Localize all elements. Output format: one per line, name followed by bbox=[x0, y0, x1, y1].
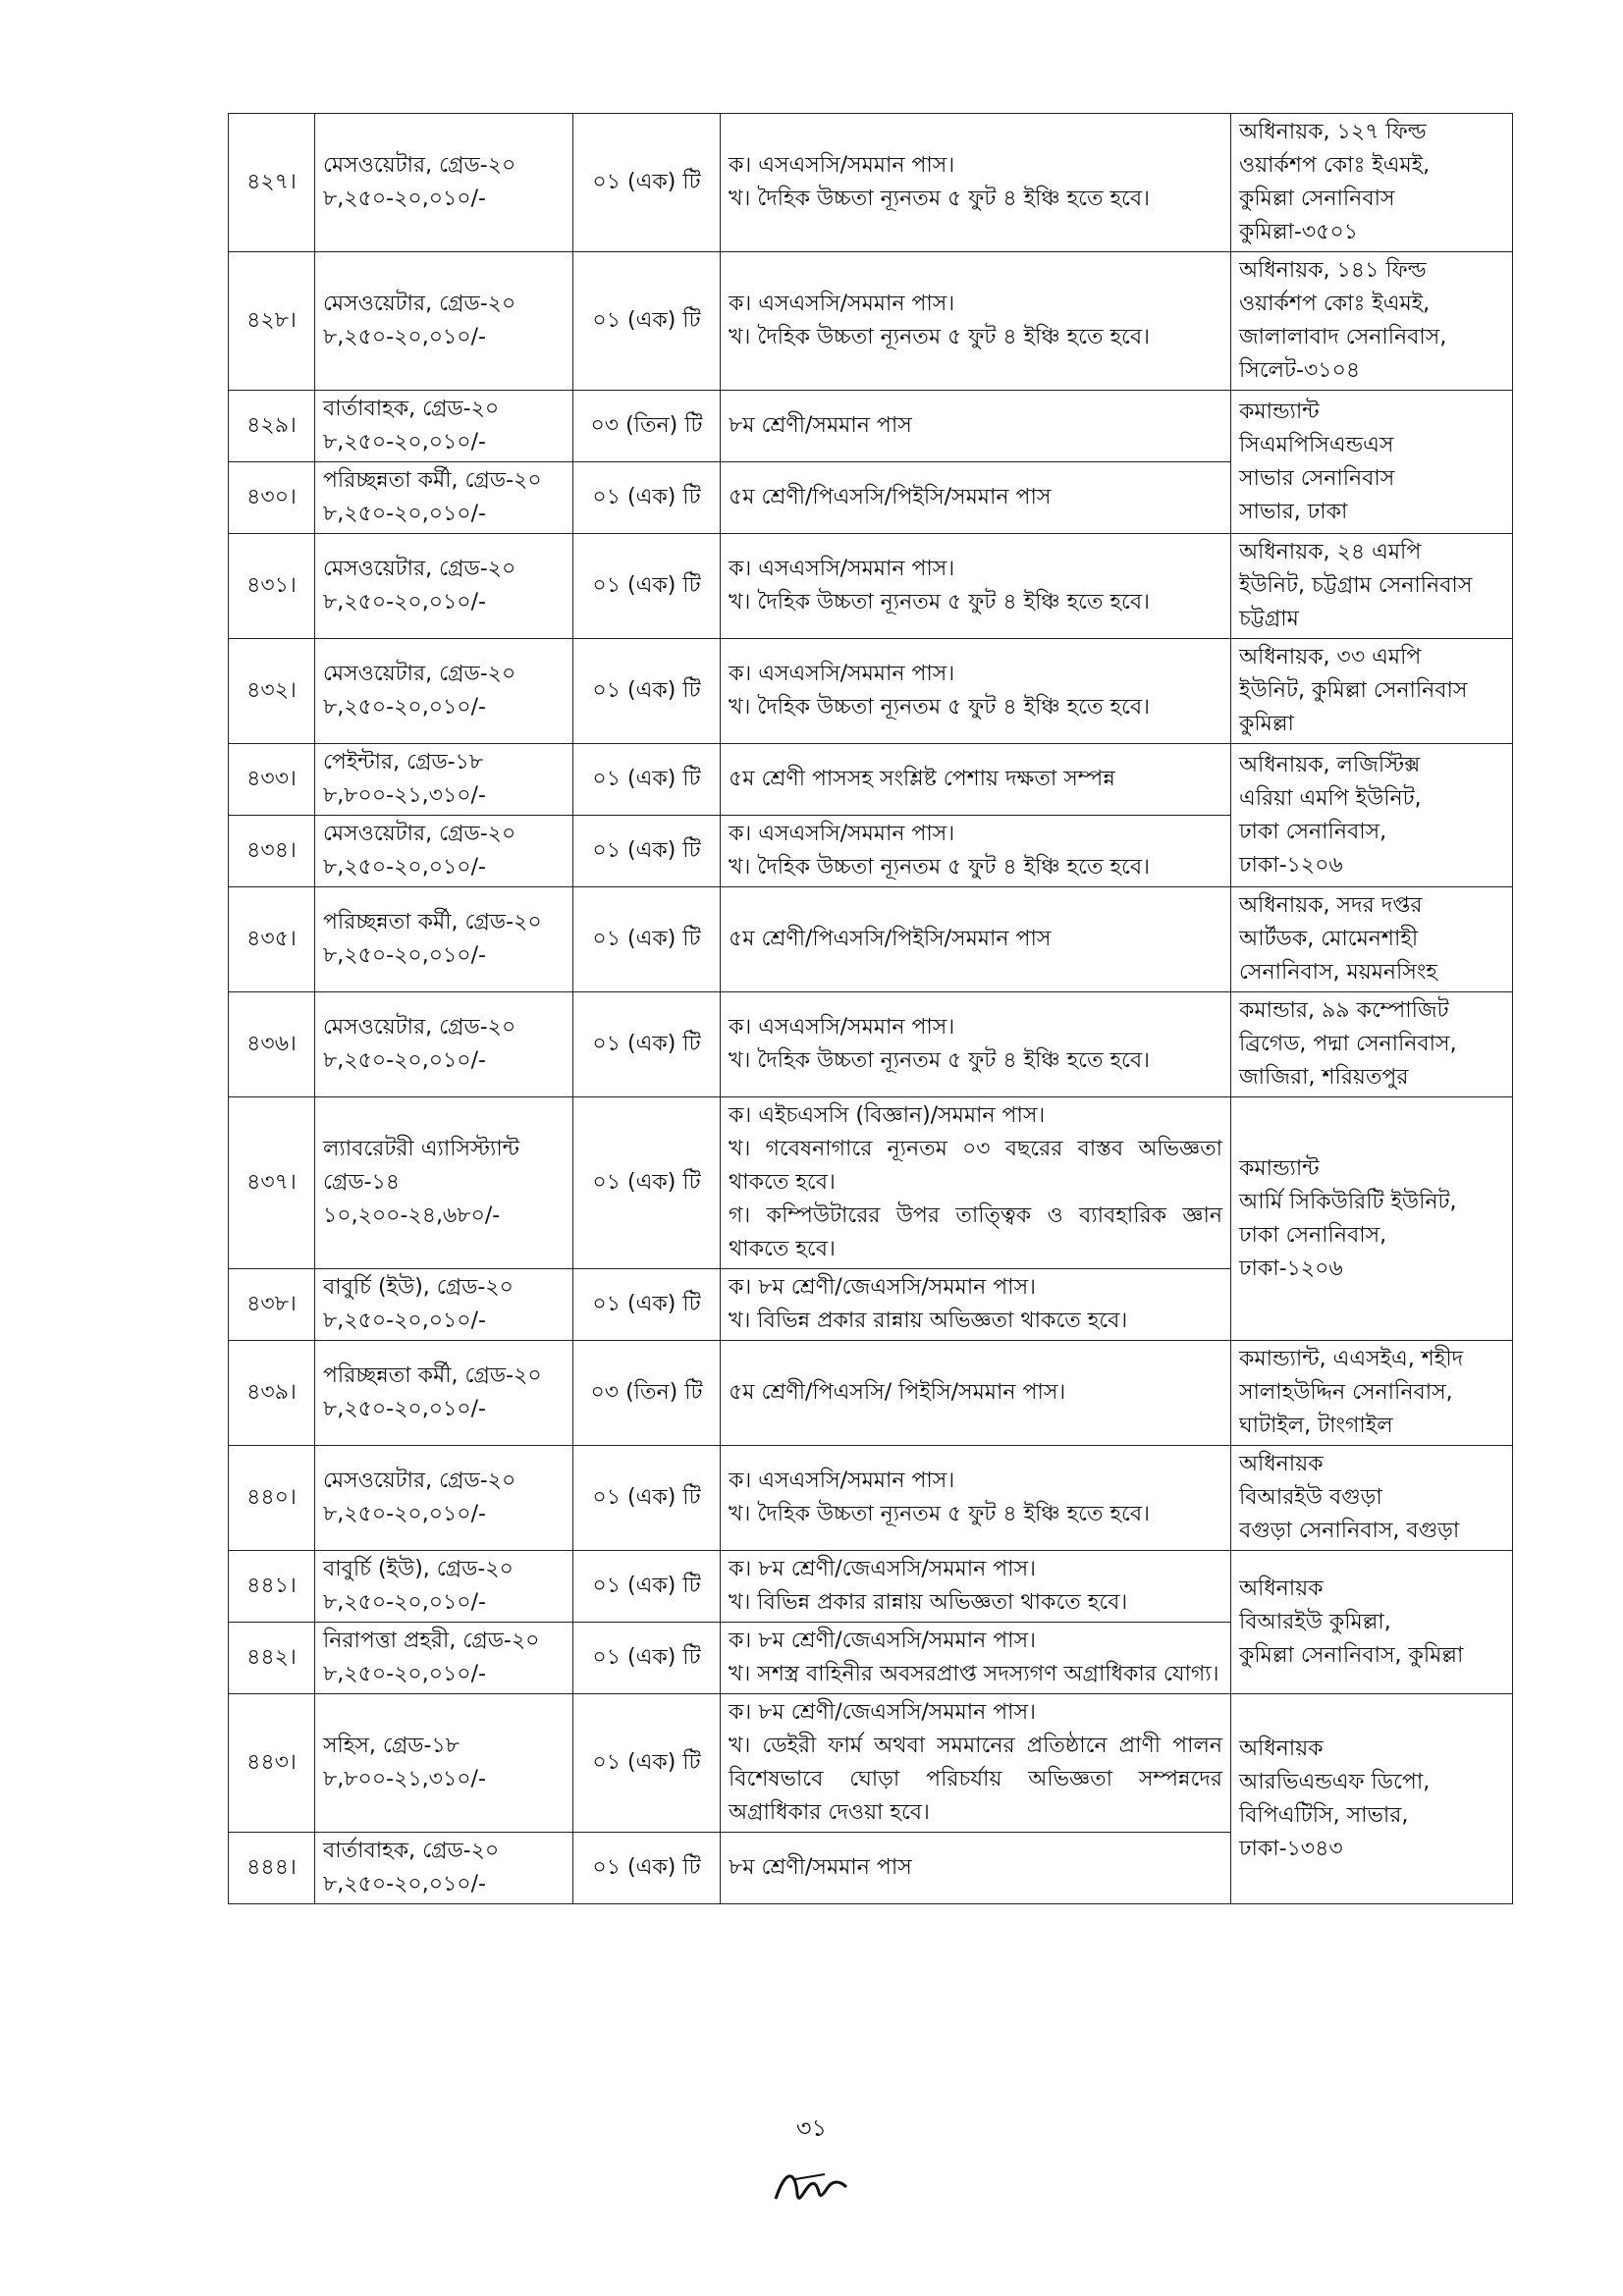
vacancy-count: ০১ (এক) টি bbox=[573, 534, 721, 639]
post-name-line: ৮,২৫০-২০,০১০/- bbox=[323, 1502, 486, 1526]
post-name-line: মেসওয়েটার, গ্রেড-২০ bbox=[323, 153, 516, 178]
office-address-line: ওয়ার্কশপ কোঃ ইএমই, bbox=[1239, 292, 1431, 316]
serial-number: ৪৩৪। bbox=[229, 816, 315, 887]
table-row bbox=[229, 252, 1513, 391]
serial-number: ৪৪০। bbox=[229, 1446, 315, 1551]
serial-number: ৪৪৩। bbox=[229, 1694, 315, 1833]
serial-number: ৪৩৮। bbox=[229, 1269, 315, 1341]
qualification-line: খ। দৈহিক উচ্চতা ন্যূনতম ৫ ফুট ৪ ইঞ্চি হতে হবে। bbox=[729, 1502, 1150, 1526]
table-row bbox=[229, 1694, 1513, 1833]
post-name-cell bbox=[315, 1446, 573, 1551]
office-address-line: জাজিরা, শরিয়তপুর bbox=[1239, 1065, 1409, 1090]
qualification-line: ক। ৮ম শ্রেণী/জেএসসি/সমমান পাস। bbox=[729, 1275, 1036, 1300]
qualification-cell bbox=[721, 887, 1231, 992]
qualification-line: ক। ৮ম শ্রেণী/জেএসসি/সমমান পাস। bbox=[729, 1629, 1036, 1653]
post-name-line: মেসওয়েটার, গ্রেড-২০ bbox=[323, 662, 516, 686]
table-row bbox=[229, 1097, 1513, 1269]
qualification-cell bbox=[721, 114, 1231, 252]
qualification-cell bbox=[721, 1446, 1231, 1551]
office-address-line: অধিনায়ক, ১২৭ ফিল্ড bbox=[1239, 120, 1427, 144]
serial-number: ৪২৭। bbox=[229, 114, 315, 252]
office-address-line: ইউনিট, কুমিল্লা সেনানিবাস bbox=[1239, 678, 1468, 703]
post-name-line: ৮,২৫০-২০,০১০/- bbox=[323, 1872, 486, 1896]
document-page bbox=[228, 113, 1512, 1904]
office-address-line: ঢাকা সেনানিবাস, bbox=[1239, 1222, 1387, 1248]
qualification-line: ৫ম শ্রেণী পাসসহ সংশ্লিষ্ট পেশায় দক্ষতা সম্পন্ন bbox=[729, 767, 1115, 791]
qualification-cell bbox=[721, 252, 1231, 391]
qualification-line: খ। বিভিন্ন প্রকার রান্নায় অভিজ্ঞতা থাকতে হবে। bbox=[729, 1308, 1128, 1333]
office-address-line: সালাহউদ্দিন সেনানিবাস, bbox=[1239, 1380, 1453, 1405]
office-address-line: অধিনায়ক, ২৪ এমপি bbox=[1239, 540, 1422, 564]
office-address-line: অধিনায়ক, ৩৩ এমপি bbox=[1239, 645, 1422, 669]
office-address-line: কুমিল্লা সেনানিবাস, কুমিল্লা bbox=[1239, 1642, 1464, 1668]
post-name-line: ৮,২৫০-২০,০১০/- bbox=[323, 1397, 486, 1421]
office-address-cell bbox=[1231, 391, 1513, 534]
qualification-cell bbox=[721, 639, 1231, 744]
office-address-line: কমান্ডার, ৯৯ কম্পোজিট bbox=[1239, 998, 1449, 1023]
table-row bbox=[229, 534, 1513, 639]
office-address-line: সিএমপিসিএন্ডএস bbox=[1239, 432, 1394, 457]
office-address-line: এরিয়া এমপি ইউনিট, bbox=[1239, 785, 1422, 811]
office-address-line: ঢাকা সেনানিবাস, bbox=[1239, 819, 1387, 844]
office-address-line: কমান্ড্যান্ট, এএসইএ, শহীদ bbox=[1239, 1347, 1464, 1371]
vacancy-count: ০১ (এক) টি bbox=[573, 114, 721, 252]
office-address-cell bbox=[1231, 992, 1513, 1097]
vacancy-count: ০১ (এক) টি bbox=[573, 639, 721, 744]
office-address-line: সিলেট-৩১০৪ bbox=[1239, 358, 1361, 383]
vacancy-count: ০১ (এক) টি bbox=[573, 816, 721, 887]
table-row bbox=[229, 1446, 1513, 1551]
qualification-line: খ। ডেইরী ফার্ম অথবা সমমানের প্রতিষ্ঠানে প্রাণী পালন বিশেষভাবে ঘোড়া পরিচর্যায় অভিজ্ঞতা সম্পন্নদের অগ্রাধিকার দেওয়া হবে। bbox=[729, 1734, 1222, 1825]
post-name-cell bbox=[315, 462, 573, 534]
qualification-line: ক। এসএসসি/সমমান পাস। bbox=[729, 662, 955, 686]
office-address-cell bbox=[1231, 1551, 1513, 1694]
office-address-line: বগুড়া সেনানিবাস, বগুড়া bbox=[1239, 1519, 1460, 1543]
office-address-line: বিআরইউ বগুড়া bbox=[1239, 1485, 1382, 1510]
office-address-line: চট্টগ্রাম bbox=[1239, 607, 1299, 631]
serial-number: ৪৩৫। bbox=[229, 887, 315, 992]
page-number: ৩১ bbox=[795, 2114, 828, 2142]
post-name-line: মেসওয়েটার, গ্রেড-২০ bbox=[323, 1015, 516, 1040]
post-name-cell bbox=[315, 887, 573, 992]
office-address-cell bbox=[1231, 744, 1513, 887]
office-address-cell bbox=[1231, 639, 1513, 744]
post-name-line: ৮,২৫০-২০,০১০/- bbox=[323, 695, 486, 720]
office-address-line: বিআরইউ কুমিল্লা, bbox=[1239, 1609, 1391, 1634]
table-row bbox=[229, 887, 1513, 992]
vacancy-count: ০১ (এক) টি bbox=[573, 1833, 721, 1904]
post-name-cell bbox=[315, 114, 573, 252]
serial-number: ৪৩৩। bbox=[229, 744, 315, 816]
qualification-line: ৫ম শ্রেণী/পিএসসি/পিইসি/সমমান পাস bbox=[729, 485, 1052, 509]
post-name-cell bbox=[315, 744, 573, 816]
post-name-cell bbox=[315, 1551, 573, 1623]
qualification-line: খ। বিভিন্ন প্রকার রান্নায় অভিজ্ঞতা থাকতে হবে। bbox=[729, 1590, 1128, 1615]
qualification-line: ক। এইচএসসি (বিজ্ঞান)/সমমান পাস। bbox=[729, 1103, 1046, 1128]
qualification-cell bbox=[721, 1551, 1231, 1623]
post-name-line: মেসওয়েটার, গ্রেড-২০ bbox=[323, 822, 516, 846]
office-address-line: বিপিএটিসি, সাভার, bbox=[1239, 1802, 1409, 1828]
office-address-cell bbox=[1231, 887, 1513, 992]
qualification-line: খ। দৈহিক উচ্চতা ন্যূনতম ৫ ফুট ৪ ইঞ্চি হতে হবে। bbox=[729, 855, 1150, 880]
post-name-line: ৮,২৫০-২০,০১০/- bbox=[323, 502, 486, 526]
qualification-line: ৫ম শ্রেণী/পিএসসি/পিইসি/সমমান পাস bbox=[729, 927, 1052, 951]
serial-number: ৪৪১। bbox=[229, 1551, 315, 1623]
office-address-line: সেনানিবাস, ময়মনসিংহ bbox=[1239, 960, 1437, 985]
serial-number: ৪২৮। bbox=[229, 252, 315, 391]
table-row bbox=[229, 391, 1513, 462]
office-address-line: অধিনায়ক bbox=[1239, 1452, 1324, 1476]
qualification-cell bbox=[721, 534, 1231, 639]
post-name-line: ৮,২৫০-২০,০১০/- bbox=[323, 1308, 486, 1333]
post-name-line: বাবুর্চি (ইউ), গ্রেড-২০ bbox=[323, 1275, 514, 1300]
post-name-line: ৮,৮০০-২১,৩১০/- bbox=[323, 1767, 486, 1791]
serial-number: ৪২৯। bbox=[229, 391, 315, 462]
office-address-line: ওয়ার্কশপ কোঃ ইএমই, bbox=[1239, 153, 1431, 178]
office-address-line: অধিনায়ক bbox=[1239, 1735, 1324, 1761]
qualification-cell bbox=[721, 744, 1231, 816]
vacancy-count: ০১ (এক) টি bbox=[573, 1623, 721, 1694]
post-name-cell bbox=[315, 391, 573, 462]
post-name-line: মেসওয়েটার, গ্রেড-২০ bbox=[323, 292, 516, 316]
vacancy-count: ০৩ (তিন) টি bbox=[573, 1341, 721, 1446]
qualification-line: ক। এসএসসি/সমমান পাস। bbox=[729, 153, 955, 178]
post-name-line: সহিস, গ্রেড-১৮ bbox=[323, 1734, 460, 1758]
post-name-line: ল্যাবরেটরী এ্যাসিস্ট্যান্ট bbox=[323, 1137, 520, 1161]
qualification-cell bbox=[721, 1833, 1231, 1904]
post-name-line: ৮,২৫০-২০,০১০/- bbox=[323, 325, 486, 349]
serial-number: ৪৩৬। bbox=[229, 992, 315, 1097]
qualification-cell bbox=[721, 816, 1231, 887]
qualification-cell bbox=[721, 992, 1231, 1097]
post-name-line: ৮,২৫০-২০,০১০/- bbox=[323, 187, 486, 211]
post-name-line: ৮,২৫০-২০,০১০/- bbox=[323, 1048, 486, 1073]
table-row bbox=[229, 744, 1513, 816]
office-address-line: আর্মি সিকিউরিটি ইউনিট, bbox=[1239, 1189, 1457, 1214]
post-name-line: বার্তাবাহক, গ্রেড-২০ bbox=[323, 1839, 500, 1863]
qualification-line: খ। দৈহিক উচ্চতা ন্যূনতম ৫ ফুট ৪ ইঞ্চি হতে হবে। bbox=[729, 1048, 1150, 1073]
vacancy-table-body bbox=[229, 114, 1513, 1904]
office-address-line: অধিনায়ক, ১৪১ ফিল্ড bbox=[1239, 258, 1427, 283]
office-address-line: কমান্ড্যান্ট bbox=[1239, 1155, 1320, 1181]
qualification-line: ক। ৮ম শ্রেণী/জেএসসি/সমমান পাস। bbox=[729, 1700, 1036, 1725]
qualification-line: খ। সশস্ত্র বাহিনীর অবসরপ্রাপ্ত সদস্যগণ অগ্রাধিকার যোগ্য। bbox=[729, 1662, 1219, 1686]
post-name-line: পরিচ্ছন্নতা কর্মী, গ্রেড-২০ bbox=[323, 1363, 542, 1388]
post-name-cell bbox=[315, 639, 573, 744]
post-name-cell bbox=[315, 1269, 573, 1341]
post-name-line: ৮,২৫০-২০,০১০/- bbox=[323, 943, 486, 968]
office-address-line: সাভার সেনানিবাস bbox=[1239, 465, 1395, 491]
serial-number: ৪৩২। bbox=[229, 639, 315, 744]
post-name-line: ১০,২০০-২৪,৬৮০/- bbox=[323, 1203, 501, 1228]
office-address-cell bbox=[1231, 1694, 1513, 1904]
vacancy-count: ০১ (এক) টি bbox=[573, 1269, 721, 1341]
post-name-line: ৮,২৫০-২০,০১০/- bbox=[323, 590, 486, 614]
office-address-line: ব্রিগেড, পদ্মা সেনানিবাস, bbox=[1239, 1032, 1457, 1056]
post-name-line: পরিচ্ছন্নতা কর্মী, গ্রেড-২০ bbox=[323, 468, 542, 493]
post-name-cell bbox=[315, 1623, 573, 1694]
qualification-line: ক। ৮ম শ্রেণী/জেএসসি/সমমান পাস। bbox=[729, 1557, 1036, 1581]
post-name-line: ৮,২৫০-২০,০১০/- bbox=[323, 1662, 486, 1686]
office-address-line: কুমিল্লা-৩৫০১ bbox=[1239, 220, 1359, 244]
office-address-cell bbox=[1231, 1446, 1513, 1551]
post-name-line: নিরাপত্তা প্রহরী, গ্রেড-২০ bbox=[323, 1629, 540, 1653]
qualification-line: ক। এসএসসি/সমমান পাস। bbox=[729, 822, 955, 846]
office-address-line: অধিনায়ক bbox=[1239, 1575, 1324, 1601]
post-name-cell bbox=[315, 534, 573, 639]
qualification-line: ৫ম শ্রেণী/পিএসসি/ পিইসি/সমমান পাস। bbox=[729, 1380, 1066, 1405]
office-address-line: ইউনিট, চট্টগ্রাম সেনানিবাস bbox=[1239, 573, 1473, 598]
vacancy-count: ০৩ (তিন) টি bbox=[573, 391, 721, 462]
office-address-line: আর্টডক, মোমেনশাহী bbox=[1239, 927, 1419, 951]
vacancy-table bbox=[228, 113, 1513, 1904]
serial-number: ৪৩৭। bbox=[229, 1097, 315, 1269]
post-name-line: ৮,৮০০-২১,৩১০/- bbox=[323, 783, 486, 808]
table-row bbox=[229, 992, 1513, 1097]
qualification-line: খ। দৈহিক উচ্চতা ন্যূনতম ৫ ফুট ৪ ইঞ্চি হতে হবে। bbox=[729, 187, 1150, 211]
vacancy-count: ০১ (এক) টি bbox=[573, 1446, 721, 1551]
post-name-line: ৮,২৫০-২০,০১০/- bbox=[323, 855, 486, 880]
vacancy-count: ০১ (এক) টি bbox=[573, 887, 721, 992]
post-name-line: ৮,২৫০-২০,০১০/- bbox=[323, 430, 486, 454]
post-name-line: পরিচ্ছন্নতা কর্মী, গ্রেড-২০ bbox=[323, 910, 542, 934]
qualification-cell bbox=[721, 1623, 1231, 1694]
post-name-cell bbox=[315, 816, 573, 887]
qualification-line: খ। গবেষনাগারে ন্যূনতম ০৩ বছরের বাস্তব অভিজ্ঞতা থাকতে হবে। bbox=[729, 1137, 1222, 1195]
serial-number: ৪৩০। bbox=[229, 462, 315, 534]
post-name-cell bbox=[315, 1097, 573, 1269]
vacancy-count: ০১ (এক) টি bbox=[573, 1551, 721, 1623]
vacancy-count: ০১ (এক) টি bbox=[573, 744, 721, 816]
post-name-line: পেইন্টার, গ্রেড-১৮ bbox=[323, 750, 484, 774]
post-name-line: বাবুর্চি (ইউ), গ্রেড-২০ bbox=[323, 1557, 514, 1581]
qualification-line: খ। দৈহিক উচ্চতা ন্যূনতম ৫ ফুট ৪ ইঞ্চি হতে হবে। bbox=[729, 695, 1150, 720]
office-address-cell bbox=[1231, 1097, 1513, 1341]
post-name-line: ৮,২৫০-২০,০১০/- bbox=[323, 1590, 486, 1615]
office-address-cell bbox=[1231, 1341, 1513, 1446]
post-name-cell bbox=[315, 1694, 573, 1833]
qualification-line: ক। এসএসসি/সমমান পাস। bbox=[729, 292, 955, 316]
qualification-line: খ। দৈহিক উচ্চতা ন্যূনতম ৫ ফুট ৪ ইঞ্চি হতে হবে। bbox=[729, 325, 1150, 349]
office-address-line: অধিনায়ক, লজিস্টিক্স bbox=[1239, 752, 1421, 777]
serial-number: ৪৪৪। bbox=[229, 1833, 315, 1904]
office-address-line: সাভার, ঢাকা bbox=[1239, 499, 1348, 524]
vacancy-count: ০১ (এক) টি bbox=[573, 1097, 721, 1269]
office-address-cell bbox=[1231, 114, 1513, 252]
table-row bbox=[229, 114, 1513, 252]
office-address-line: ঘাটাইল, টাংগাইল bbox=[1239, 1414, 1393, 1438]
serial-number: ৪৩৯। bbox=[229, 1341, 315, 1446]
vacancy-count: ০১ (এক) টি bbox=[573, 252, 721, 391]
qualification-cell bbox=[721, 1097, 1231, 1269]
office-address-cell bbox=[1231, 534, 1513, 639]
qualification-cell bbox=[721, 1694, 1231, 1833]
qualification-cell bbox=[721, 462, 1231, 534]
office-address-line: কুমিল্লা bbox=[1239, 712, 1294, 736]
table-row bbox=[229, 639, 1513, 744]
vacancy-count: ০১ (এক) টি bbox=[573, 1694, 721, 1833]
qualification-line: ক। এসএসসি/সমমান পাস। bbox=[729, 1015, 955, 1040]
post-name-cell bbox=[315, 1833, 573, 1904]
serial-number: ৪৩১। bbox=[229, 534, 315, 639]
serial-number: ৪৪২। bbox=[229, 1623, 315, 1694]
office-address-line: আরভিএন্ডএফ ডিপো, bbox=[1239, 1769, 1431, 1794]
table-row bbox=[229, 1551, 1513, 1623]
office-address-line: ঢাকা-১২০৬ bbox=[1239, 1255, 1343, 1281]
office-address-cell bbox=[1231, 252, 1513, 391]
qualification-line: গ। কম্পিউটারের উপর তাত্ত্বিক ও ব্যাবহারিক জ্ঞান থাকতে হবে। bbox=[729, 1203, 1222, 1261]
qualification-line: ক। এসএসসি/সমমান পাস। bbox=[729, 557, 955, 581]
post-name-line: গ্রেড-১৪ bbox=[323, 1170, 401, 1195]
office-address-line: ঢাকা-১২০৬ bbox=[1239, 852, 1343, 878]
qualification-cell bbox=[721, 391, 1231, 462]
qualification-line: খ। দৈহিক উচ্চতা ন্যূনতম ৫ ফুট ৪ ইঞ্চি হতে হবে। bbox=[729, 590, 1150, 614]
post-name-line: মেসওয়েটার, গ্রেড-২০ bbox=[323, 557, 516, 581]
qualification-line: ৮ম শ্রেণী/সমমান পাস bbox=[729, 1855, 912, 1880]
table-row bbox=[229, 1341, 1513, 1446]
post-name-line: মেসওয়েটার, গ্রেড-২০ bbox=[323, 1468, 516, 1493]
post-name-cell bbox=[315, 1341, 573, 1446]
office-address-line: কুমিল্লা সেনানিবাস bbox=[1239, 187, 1395, 211]
vacancy-count: ০১ (এক) টি bbox=[573, 462, 721, 534]
qualification-cell bbox=[721, 1269, 1231, 1341]
office-address-line: কমান্ড্যান্ট bbox=[1239, 399, 1320, 424]
office-address-line: জালালাবাদ সেনানিবাস, bbox=[1239, 325, 1447, 349]
office-address-line: ঢাকা-১৩৪৩ bbox=[1239, 1836, 1343, 1861]
qualification-cell bbox=[721, 1341, 1231, 1446]
qualification-line: ৮ম শ্রেণী/সমমান পাস bbox=[729, 413, 912, 438]
post-name-cell bbox=[315, 992, 573, 1097]
post-name-cell bbox=[315, 252, 573, 391]
signature-mark bbox=[766, 2160, 854, 2218]
post-name-line: বার্তাবাহক, গ্রেড-২০ bbox=[323, 397, 500, 421]
qualification-line: ক। এসএসসি/সমমান পাস। bbox=[729, 1468, 955, 1493]
vacancy-count: ০১ (এক) টি bbox=[573, 992, 721, 1097]
office-address-line: অধিনায়ক, সদর দপ্তর bbox=[1239, 893, 1423, 918]
